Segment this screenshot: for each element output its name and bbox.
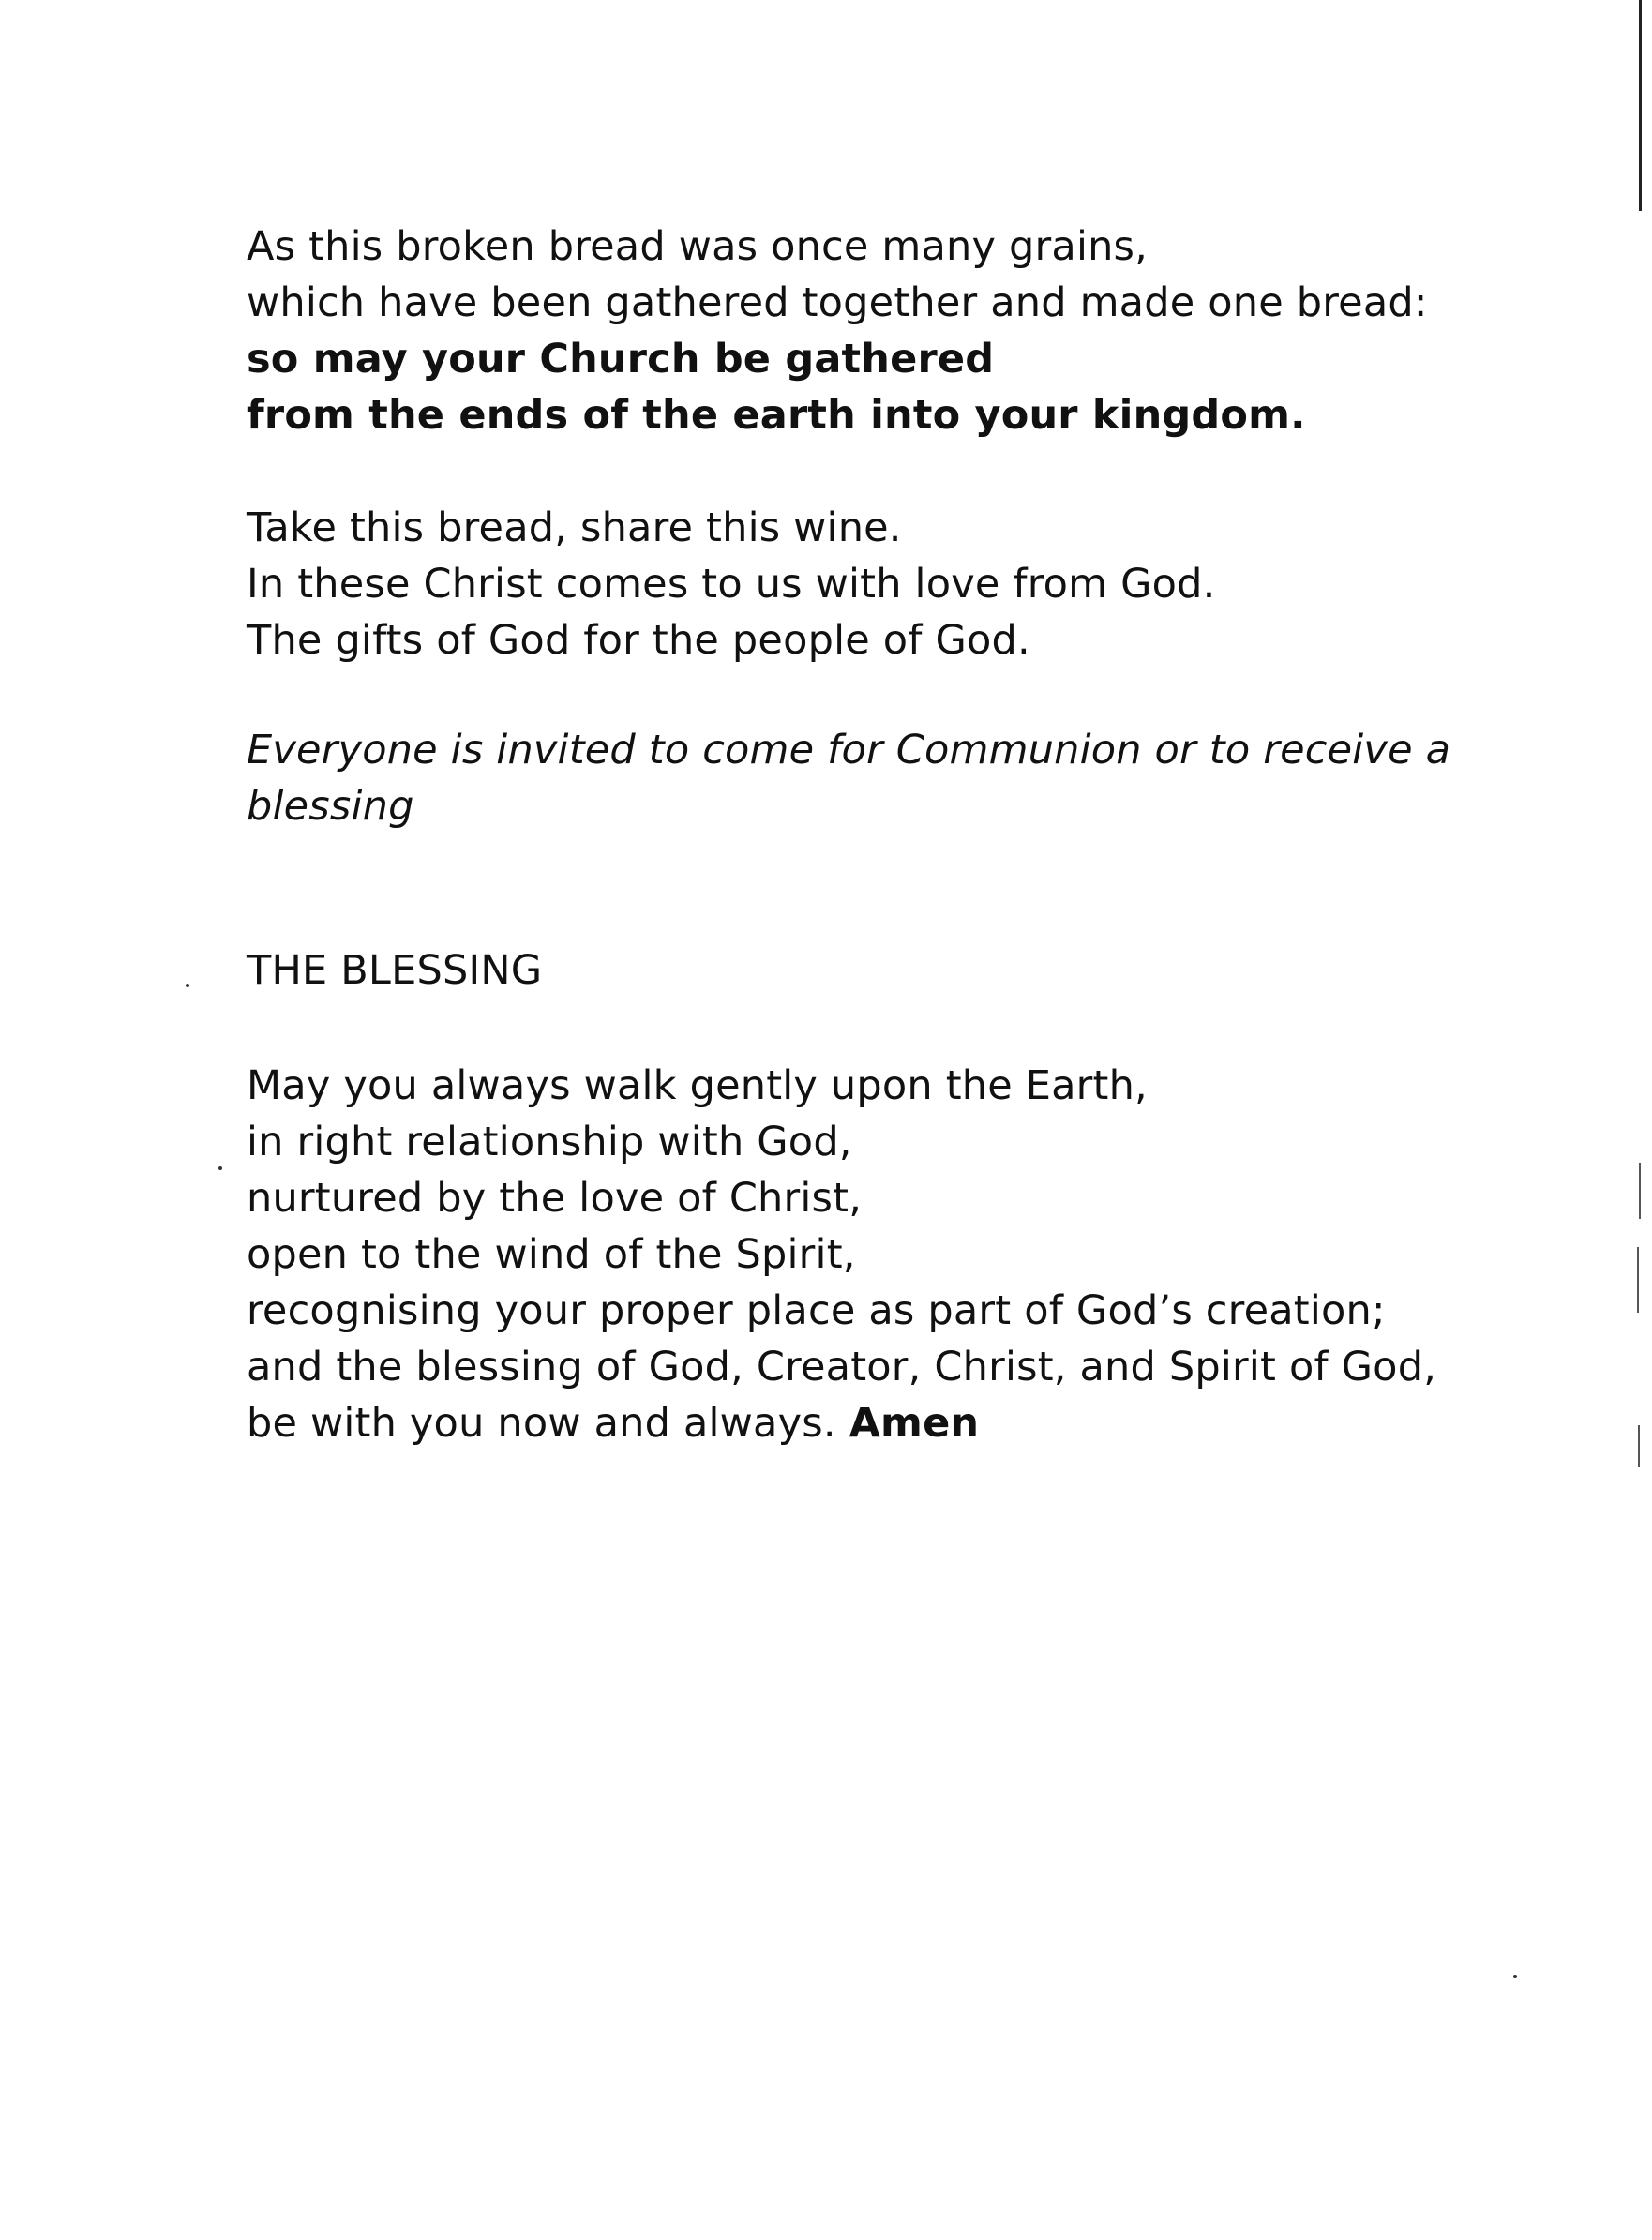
scan-edge-mark (1639, 1163, 1641, 1219)
blessing-line: open to the wind of the Spirit, (247, 1231, 856, 1278)
blessing-heading-block (247, 942, 1494, 999)
blessing-final-text: be with you now and always. (247, 1400, 836, 1447)
section-heading: THE BLESSING (247, 947, 543, 994)
blessing-line: May you always walk gently upon the Earth, (247, 1062, 1148, 1109)
fraction-prayer (247, 218, 1494, 443)
communion-rubric (247, 722, 1494, 834)
fraction-line: As this broken bread was once many grains, (247, 223, 1149, 270)
blessing-line: and the blessing of God, Creator, Christ, and Spirit of God, (247, 1344, 1437, 1391)
invitation-line: In these Christ comes to us with love from God. (247, 561, 1216, 608)
scan-speck (1513, 1975, 1517, 1978)
scan-edge-line (1639, 0, 1642, 211)
blessing-line: recognising your proper place as part of God’s creation; (247, 1287, 1386, 1334)
scan-speck (186, 984, 189, 987)
fraction-response-line: so may your Church be gathered (247, 336, 995, 383)
invitation-line: Take this bread, share this wine. (247, 504, 902, 551)
rubric-text: Everyone is invited to come for Communion or to receive a blessing (247, 727, 1451, 830)
blessing-final-line (247, 1395, 1494, 1451)
blessing-line: nurtured by the love of Christ, (247, 1175, 863, 1222)
blessing-text (247, 1058, 1494, 1451)
fraction-response-line: from the ends of the earth into your kingdom. (247, 392, 1306, 439)
invitation-line: The gifts of God for the people of God. (247, 617, 1030, 664)
fraction-line: which have been gathered together and made one bread: (247, 279, 1428, 326)
scan-edge-mark (1638, 1425, 1640, 1467)
scan-speck (218, 1166, 222, 1170)
amen-response: Amen (849, 1400, 980, 1447)
scan-edge-mark (1637, 1247, 1639, 1313)
invitation-to-communion (247, 500, 1494, 669)
blessing-line: in right relationship with God, (247, 1119, 852, 1165)
